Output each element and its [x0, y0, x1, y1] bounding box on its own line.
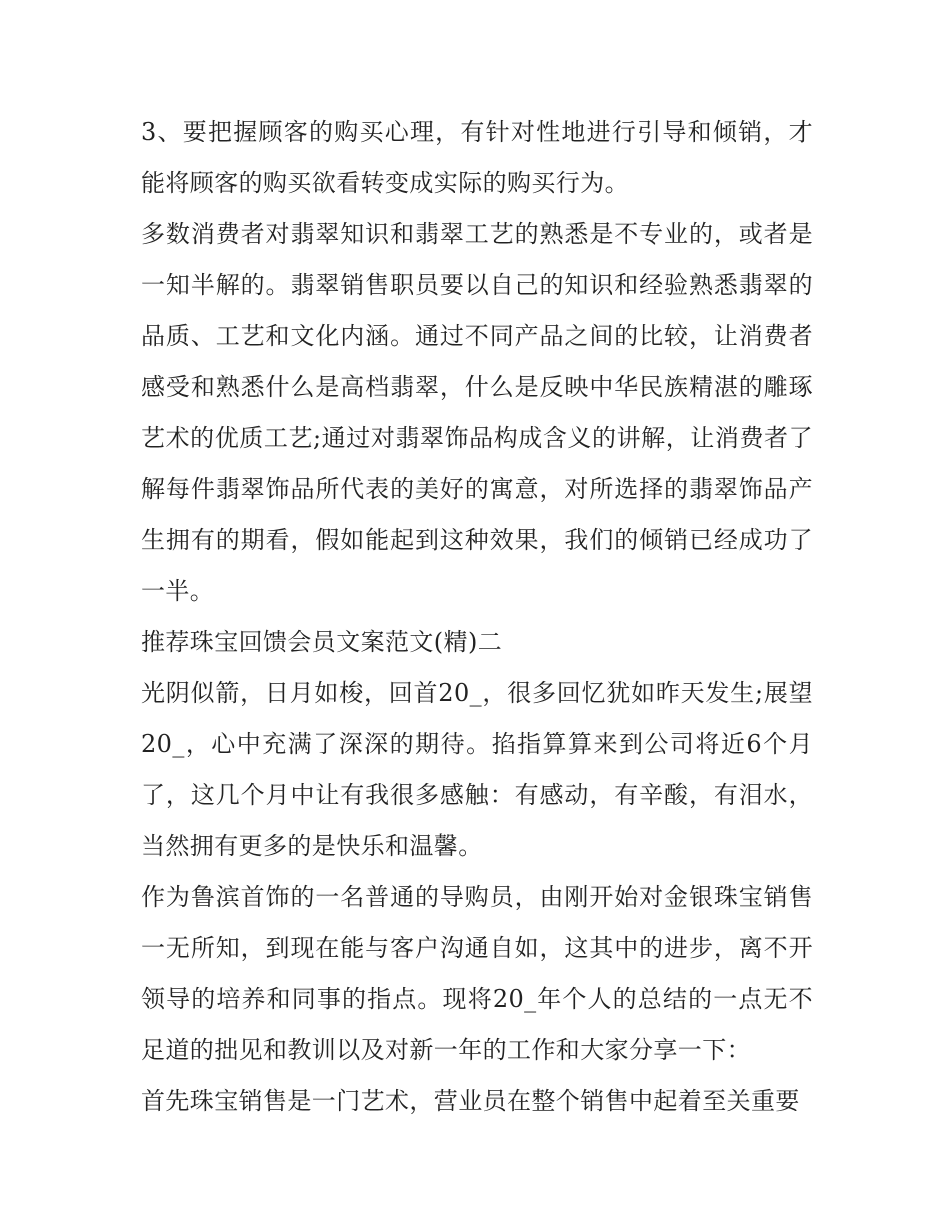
- paragraph-jade-knowledge: 多数消费者对翡翠知识和翡翠工艺的熟悉是不专业的，或者是一知半解的。翡翠销售职员要以自己的知识和经验熟悉翡翠的品质、工艺和文化内涵。通过不同产品之间的比较，让消费者感受和熟悉什么是高档翡翠，什么是反映中华民族精湛的雕琢艺术的优质工艺;通过对翡翠饰品构成含义的讲解，让消费者了解每件翡翠饰品所代表的美好的寓意，对所选择的翡翠饰品产生拥有的期看，假如能起到这种效果，我们的倾销已经成功了一半。: [141, 220, 813, 605]
- paragraph-purchase-psychology: 3、要把握顾客的购买心理，有针对性地进行引导和倾销，才能将顾客的购买欲看转变成实际的购买行为。: [141, 118, 813, 197]
- document-body: [141, 107, 813, 1127]
- paragraph-time-flies: 光阴似箭，日月如梭，回首20_，很多回忆犹如昨天发生;展望20_，心中充满了深深的期待。掐指算算来到公司将近6个月了，这几个月中让有我很多感触：有感动，有辛酸，有泪水，当然拥有更多的是快乐和温馨。: [141, 679, 813, 860]
- paragraph-sales-art: 首先珠宝销售是一门艺术，营业员在整个销售中起着至关重要: [141, 1087, 800, 1115]
- paragraph-sales-guide: 作为鲁滨首饰的一名普通的导购员，由刚开始对金银珠宝销售一无所知，到现在能与客户沟通自如，这其中的进步，离不开领导的培养和同事的指点。现将20_年个人的总结的一点无不足道的拙见和教训以及对新一年的工作和大家分享一下：: [141, 883, 813, 1064]
- section-heading: 推荐珠宝回馈会员文案范文(精)二: [141, 628, 503, 656]
